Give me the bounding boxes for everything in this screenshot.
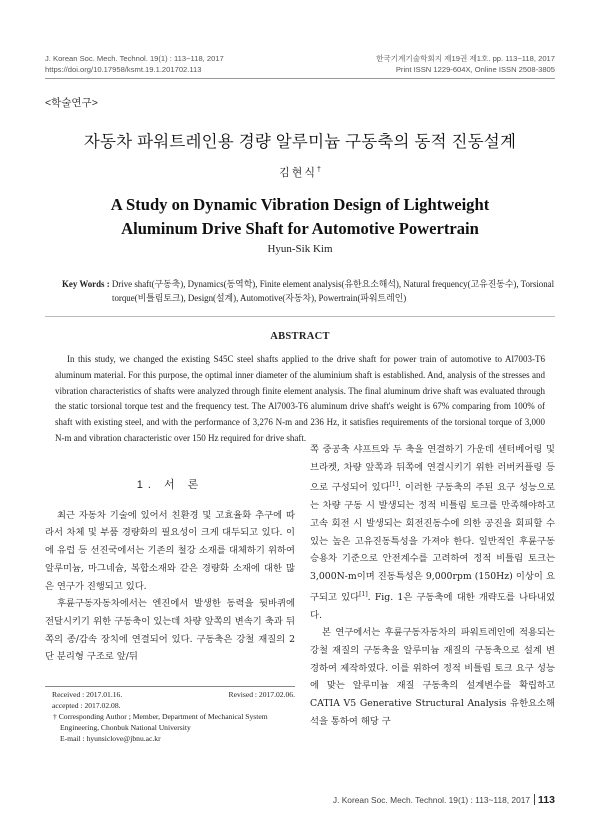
author-name-korean: 김현식 <box>279 167 317 179</box>
right-column <box>310 441 555 730</box>
corresponding-mark: † <box>316 166 321 174</box>
header-divider <box>45 78 555 79</box>
corresponding-author: Corresponding Author ; Member, Department of Mechanical System Engineering, Chonbuk National University <box>58 712 268 732</box>
running-header-left <box>45 53 224 75</box>
dagger-mark: † <box>53 712 57 721</box>
citation-ref-1[interactable]: [1] <box>359 590 368 598</box>
intro-paragraph-3: 본 연구에서는 후륜구동자동차의 파워트레인에 적용되는 강철 재질의 구동축을 알루미늄 재질의 구동축으로 설계 변경하여 제작하였다. 이를 위하여 정적 비틀림 토크 요구 성능에 맞는 알루미늄 재질 구동축의 설계변수를 확립하고 CATIA V5 Generative Structural Analysis 유한요소해석을 통하여 해당 구 <box>310 627 555 727</box>
title-english <box>0 193 600 241</box>
section-heading-introduction: 1. 서 론 <box>136 479 204 491</box>
revised-date: Revised : 2017.02.06. <box>228 690 295 699</box>
author-email[interactable]: E-mail : hyunsiclove@jbnu.ac.kr <box>60 734 161 743</box>
text-run: 쪽 중공축 샤프트와 두 축을 연결하기 가운데 센터베어링 및 브라켓, 차량 앞쪽과 뒤쪽에 연결시키기 위한 러버커플링 등으로 구성되어 있다 <box>310 444 555 494</box>
journal-citation-korean: 한국기계기술학회지 제19권 제1호. pp. 113~118, 2017 <box>376 54 555 63</box>
running-footer <box>333 794 555 806</box>
footer-journal: J. Korean Soc. Mech. Technol. 19(1) : 113~118, 2017 <box>332 795 531 805</box>
left-column <box>45 477 295 666</box>
keywords-divider <box>45 316 555 317</box>
footnote-divider <box>45 686 295 687</box>
author-korean <box>0 164 600 180</box>
title-korean: 자동차 파워트레인용 경량 알루미늄 구동축의 동적 진동설계 <box>83 133 517 151</box>
text-run: . 이러한 구동축의 주된 요구 성능으로는 차량 구동 시 발생되는 정적 비틀림 토크를 만족해야하고 고속 회전 시 발생되는 회전진동수에 의한 공진을 회피할 수 있는 높은 고유진동특성을 가져야 한다. 일반적인 후륜구동 승용차 기준으로 안전계수를 고려하여 정적 비틀림 토크는 3,000N-m이며 진동특성은 9,000rpm (150Hz) 이상이 요구되고 있다 <box>310 482 555 603</box>
citation-ref-1[interactable]: [1] <box>389 481 399 489</box>
keywords-text: Drive shaft(구동축), Dynamics(동역학), Finite element analysis(유한요소해석), Natural frequency(고유진동수), Torsional torque(비틀림토크), Design(설계), Automotive(자동차), Powertrain(파워트레인) <box>111 279 555 303</box>
intro-paragraph-1: 최근 자동차 기술에 있어서 친환경 및 고효율화 추구에 따라서 차체 및 부품 경량화의 필요성이 크게 대두되고 있다. 이에 유럽 등 선진국에서는 기존의 철강 소재를 대체하기 위하여 알루미늄, 마그네슘, 복합소재와 같은 경량화 소재에 대한 많은 연구가 진행되고 있다. <box>45 509 295 592</box>
text-run: . Fig. 1은 구동축에 대한 개략도를 나타내었다. <box>310 591 556 621</box>
abstract-body: In this study, we changed the existing S45C steel shafts applied to the drive shaft for power train of automotive to Al7003-T6 aluminum material. For this purpose, the optimal inner diameter of the aluminium shaft is established. And, analysis of the stresses and vibration characteristics of shafts were analyzed through finite element analysis. The final aluminum drive shaft was evaluated through the static torsional torque test and the frequency test. The Al7003-T6 aluminum drive shaft's weight is 67% comparing from 100% of shaft with existing steel, and with the performance of 3,276 N-m and 236 Hz, it satisfies requirements of the torsional torque of 3,000 N-m and vibration characteristic over 150 Hz required for drive shaft. <box>55 354 545 443</box>
running-header-right <box>376 53 555 75</box>
abstract-heading: ABSTRACT <box>270 331 330 342</box>
page-number: 113 <box>538 794 555 806</box>
journal-citation: J. Korean Soc. Mech. Technol. 19(1) : 113~118, 2017 <box>45 54 224 63</box>
keywords-label: Key Words : <box>62 279 110 289</box>
footnote-block <box>52 689 295 744</box>
received-date: Received : 2017.01.16. <box>52 690 123 699</box>
keywords <box>62 277 555 305</box>
accepted-date: accepted : 2017.02.08. <box>52 701 121 710</box>
title-english-line-2: Aluminum Drive Shaft for Automotive Powertrain <box>121 219 479 238</box>
intro-paragraph-2: 후륜구동자동차에서는 엔진에서 발생한 동력을 뒷바퀴에 전달시키기 위한 구동축이 있는데 차량 앞쪽의 변속기 축과 뒤쪽의 종/감속 장치에 연결되어 있다. 구동축은 강철 재질의 2단 분리형 구조로 앞/뒤 <box>45 598 295 663</box>
doi-link[interactable]: https://doi.org/10.17958/ksmt.19.1.201702.113 <box>45 65 202 74</box>
issn-line: Print ISSN 1229-604X, Online ISSN 2508-3805 <box>395 65 555 74</box>
author-english: Hyun-Sik Kim <box>267 243 333 255</box>
footer-divider-bar <box>534 794 535 805</box>
category-tag: <학술연구> <box>45 97 98 109</box>
intro-paragraph-continued <box>310 441 555 624</box>
title-english-line-1: A Study on Dynamic Vibration Design of Lightweight <box>110 195 490 214</box>
